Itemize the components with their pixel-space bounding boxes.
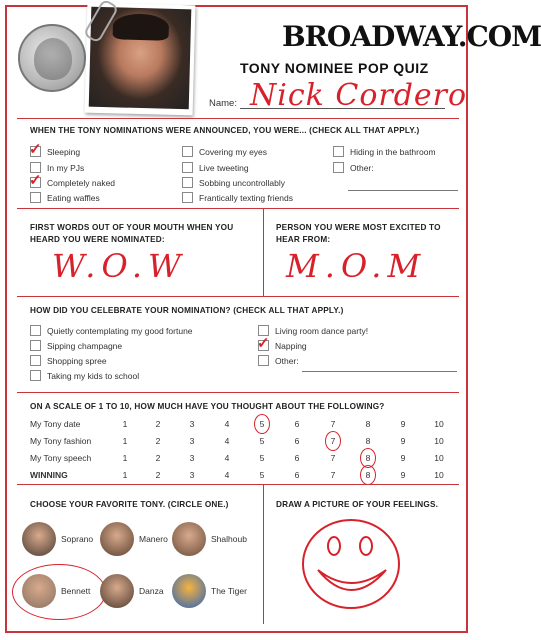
option-label: Eating waffles xyxy=(47,192,100,203)
checkbox[interactable] xyxy=(30,370,41,381)
tony-option[interactable] xyxy=(22,522,93,556)
option-label: Completely naked xyxy=(47,177,116,188)
other-line[interactable] xyxy=(348,190,458,191)
rating-value[interactable]: 3 xyxy=(189,419,195,429)
medal-relief xyxy=(34,38,72,80)
option-label: Living room dance party! xyxy=(275,325,369,336)
rating-value[interactable]: 3 xyxy=(189,436,195,446)
rating-value[interactable]: 9 xyxy=(400,453,406,463)
rating-value[interactable]: 4 xyxy=(224,419,230,429)
checkbox[interactable] xyxy=(30,355,41,366)
checkbox[interactable] xyxy=(29,172,42,189)
option-label: Other: xyxy=(350,162,374,173)
smiley-outline xyxy=(303,520,399,608)
rating-circle-mark xyxy=(360,465,376,485)
rating-label: My Tony date xyxy=(30,419,81,429)
option-label: Shopping spree xyxy=(47,355,107,366)
checkbox[interactable] xyxy=(333,162,344,173)
rating-value[interactable]: 5 xyxy=(259,436,265,446)
smiley-right-eye xyxy=(360,537,372,555)
other-line[interactable] xyxy=(302,371,457,372)
smiley-mouth xyxy=(318,570,386,590)
rating-value[interactable]: 4 xyxy=(224,470,230,480)
rating-value[interactable]: 7 xyxy=(330,470,336,480)
rating-value[interactable]: 5 xyxy=(259,470,265,480)
checkbox-option[interactable] xyxy=(182,162,249,173)
checkbox[interactable] xyxy=(257,335,270,352)
rating-value[interactable]: 9 xyxy=(400,470,406,480)
rating-value[interactable]: 5 xyxy=(259,419,265,429)
q4-question: HOW DID YOU CELEBRATE YOUR NOMINATION? (CHECK ALL THAT APPLY.) xyxy=(30,306,344,315)
tiger-photo xyxy=(172,574,206,608)
rating-value[interactable]: 3 xyxy=(189,453,195,463)
smiley-drawing[interactable] xyxy=(296,514,406,614)
rating-value[interactable]: 7 xyxy=(330,453,336,463)
check-mark-icon: ✓ xyxy=(257,335,270,352)
q5-question: ON A SCALE OF 1 TO 10, HOW MUCH HAVE YOU THOUGHT ABOUT THE FOLLOWING? xyxy=(30,402,385,411)
divider xyxy=(17,118,459,119)
rating-value[interactable]: 6 xyxy=(294,453,300,463)
checkbox-option[interactable] xyxy=(258,325,368,336)
checkbox-option[interactable] xyxy=(258,355,299,366)
rating-value[interactable]: 2 xyxy=(155,470,161,480)
q2-answer-handwriting[interactable]: W.O.W xyxy=(52,247,187,285)
rating-value[interactable]: 2 xyxy=(155,453,161,463)
option-label: Taking my kids to school xyxy=(47,370,140,381)
rating-label: WINNING xyxy=(30,470,68,480)
checkbox-option[interactable] xyxy=(257,335,307,352)
rating-value[interactable]: 1 xyxy=(122,436,128,446)
rating-value[interactable]: 1 xyxy=(122,419,128,429)
quiz-title: TONY NOMINEE POP QUIZ xyxy=(240,60,429,76)
option-label: Hiding in the bathroom xyxy=(350,146,436,157)
tony-option-label: Shalhoub xyxy=(211,534,247,544)
name-label: Name: xyxy=(209,98,237,109)
option-label: Other: xyxy=(275,355,299,366)
rating-value[interactable]: 8 xyxy=(365,470,371,480)
rating-value[interactable]: 3 xyxy=(189,470,195,480)
face-photo xyxy=(100,574,134,608)
q3-question: PERSON YOU WERE MOST EXCITED TO HEAR FROM: xyxy=(276,223,441,244)
checkbox[interactable] xyxy=(182,162,193,173)
rating-value[interactable]: 8 xyxy=(365,453,371,463)
divider xyxy=(17,208,459,209)
face-photo xyxy=(172,522,206,556)
rating-value[interactable]: 10 xyxy=(434,470,444,480)
rating-value[interactable]: 9 xyxy=(400,419,406,429)
tony-medal-image xyxy=(18,24,86,92)
option-label: Sobbing uncontrollably xyxy=(199,177,286,188)
rating-value[interactable]: 4 xyxy=(224,453,230,463)
option-label: Live tweeting xyxy=(199,162,249,173)
checkbox-option[interactable] xyxy=(30,355,107,366)
option-label: In my PJs xyxy=(47,162,85,173)
rating-value[interactable]: 9 xyxy=(400,436,406,446)
tony-option-label: Bennett xyxy=(61,586,91,596)
tony-option[interactable] xyxy=(172,574,247,608)
column-divider xyxy=(263,208,264,296)
checkbox-option[interactable] xyxy=(182,192,293,203)
checkbox[interactable] xyxy=(29,141,42,158)
selected-circle-mark xyxy=(12,564,106,620)
rating-value[interactable]: 6 xyxy=(294,419,300,429)
rating-value[interactable]: 8 xyxy=(365,419,371,429)
q6-question: CHOOSE YOUR FAVORITE TONY. (CIRCLE ONE.) xyxy=(30,500,229,509)
rating-value[interactable]: 1 xyxy=(122,470,128,480)
option-label: Covering my eyes xyxy=(199,146,268,157)
checkbox-option[interactable] xyxy=(30,370,139,381)
rating-value[interactable]: 2 xyxy=(155,436,161,446)
checkbox-option[interactable] xyxy=(333,162,374,173)
checkbox[interactable] xyxy=(30,192,41,203)
rating-circle-mark xyxy=(325,431,341,451)
tony-option[interactable] xyxy=(100,574,164,608)
rating-label: My Tony fashion xyxy=(30,436,92,446)
checkbox-option[interactable] xyxy=(30,325,193,336)
rating-value[interactable]: 5 xyxy=(259,453,265,463)
divider xyxy=(17,484,459,485)
rating-value[interactable]: 1 xyxy=(122,453,128,463)
column-divider xyxy=(263,484,264,624)
name-handwriting[interactable]: Nick Cordero xyxy=(250,78,468,113)
rating-value[interactable]: 2 xyxy=(155,419,161,429)
divider xyxy=(17,392,459,393)
tony-option-label: Danza xyxy=(139,586,164,596)
checkbox-option[interactable] xyxy=(182,146,267,157)
check-mark-icon: ✓ xyxy=(29,172,42,189)
face-photo xyxy=(22,522,56,556)
tony-option-label: Manero xyxy=(139,534,168,544)
checkbox-option[interactable] xyxy=(30,340,122,351)
checkbox-option[interactable] xyxy=(182,177,285,188)
rating-label: My Tony speech xyxy=(30,453,92,463)
option-label: Napping xyxy=(275,340,307,351)
tony-option-label: Soprano xyxy=(61,534,94,544)
checkbox[interactable] xyxy=(182,177,193,188)
rating-value[interactable]: 7 xyxy=(330,419,336,429)
checkbox-option[interactable] xyxy=(29,141,81,158)
q2-question: FIRST WORDS OUT OF YOUR MOUTH WHEN YOU HEARD YOU WERE NOMINATED: xyxy=(30,223,234,244)
smiley-left-eye xyxy=(328,537,340,555)
checkbox[interactable] xyxy=(182,192,193,203)
broadway-logo: BROADWAY.COM xyxy=(282,20,541,53)
rating-value[interactable]: 6 xyxy=(294,470,300,480)
tony-option[interactable] xyxy=(172,522,247,556)
option-label: Sipping champagne xyxy=(47,340,123,351)
option-label: Frantically texting friends xyxy=(199,192,294,203)
checkbox[interactable] xyxy=(30,340,41,351)
q7-question: DRAW A PICTURE OF YOUR FEELINGS. xyxy=(276,500,439,509)
face-photo xyxy=(100,522,134,556)
checkbox[interactable] xyxy=(333,146,344,157)
checkbox-option[interactable] xyxy=(29,172,116,189)
tony-option-label: The Tiger xyxy=(211,586,247,596)
q1-question: WHEN THE TONY NOMINATIONS WERE ANNOUNCED, YOU WERE... (CHECK ALL THAT APPLY.) xyxy=(30,126,420,135)
checkbox[interactable] xyxy=(182,146,193,157)
rating-value[interactable]: 10 xyxy=(434,453,444,463)
divider xyxy=(17,296,459,297)
checkbox-option[interactable] xyxy=(333,146,436,157)
checkbox[interactable] xyxy=(30,325,41,336)
tony-option[interactable] xyxy=(100,522,168,556)
rating-circle-mark xyxy=(254,414,270,434)
rating-value[interactable]: 10 xyxy=(434,419,444,429)
checkbox[interactable] xyxy=(258,355,269,366)
rating-value[interactable]: 7 xyxy=(330,436,336,446)
q3-answer-handwriting[interactable]: M.O.M xyxy=(286,247,427,285)
rating-value[interactable]: 4 xyxy=(224,436,230,446)
checkbox-option[interactable] xyxy=(30,192,100,203)
option-label: Quietly contemplating my good fortune xyxy=(47,325,193,336)
option-label: Sleeping xyxy=(47,146,81,157)
rating-value[interactable]: 8 xyxy=(365,436,371,446)
rating-value[interactable]: 6 xyxy=(294,436,300,446)
check-mark-icon: ✓ xyxy=(29,141,42,158)
rating-value[interactable]: 10 xyxy=(434,436,444,446)
